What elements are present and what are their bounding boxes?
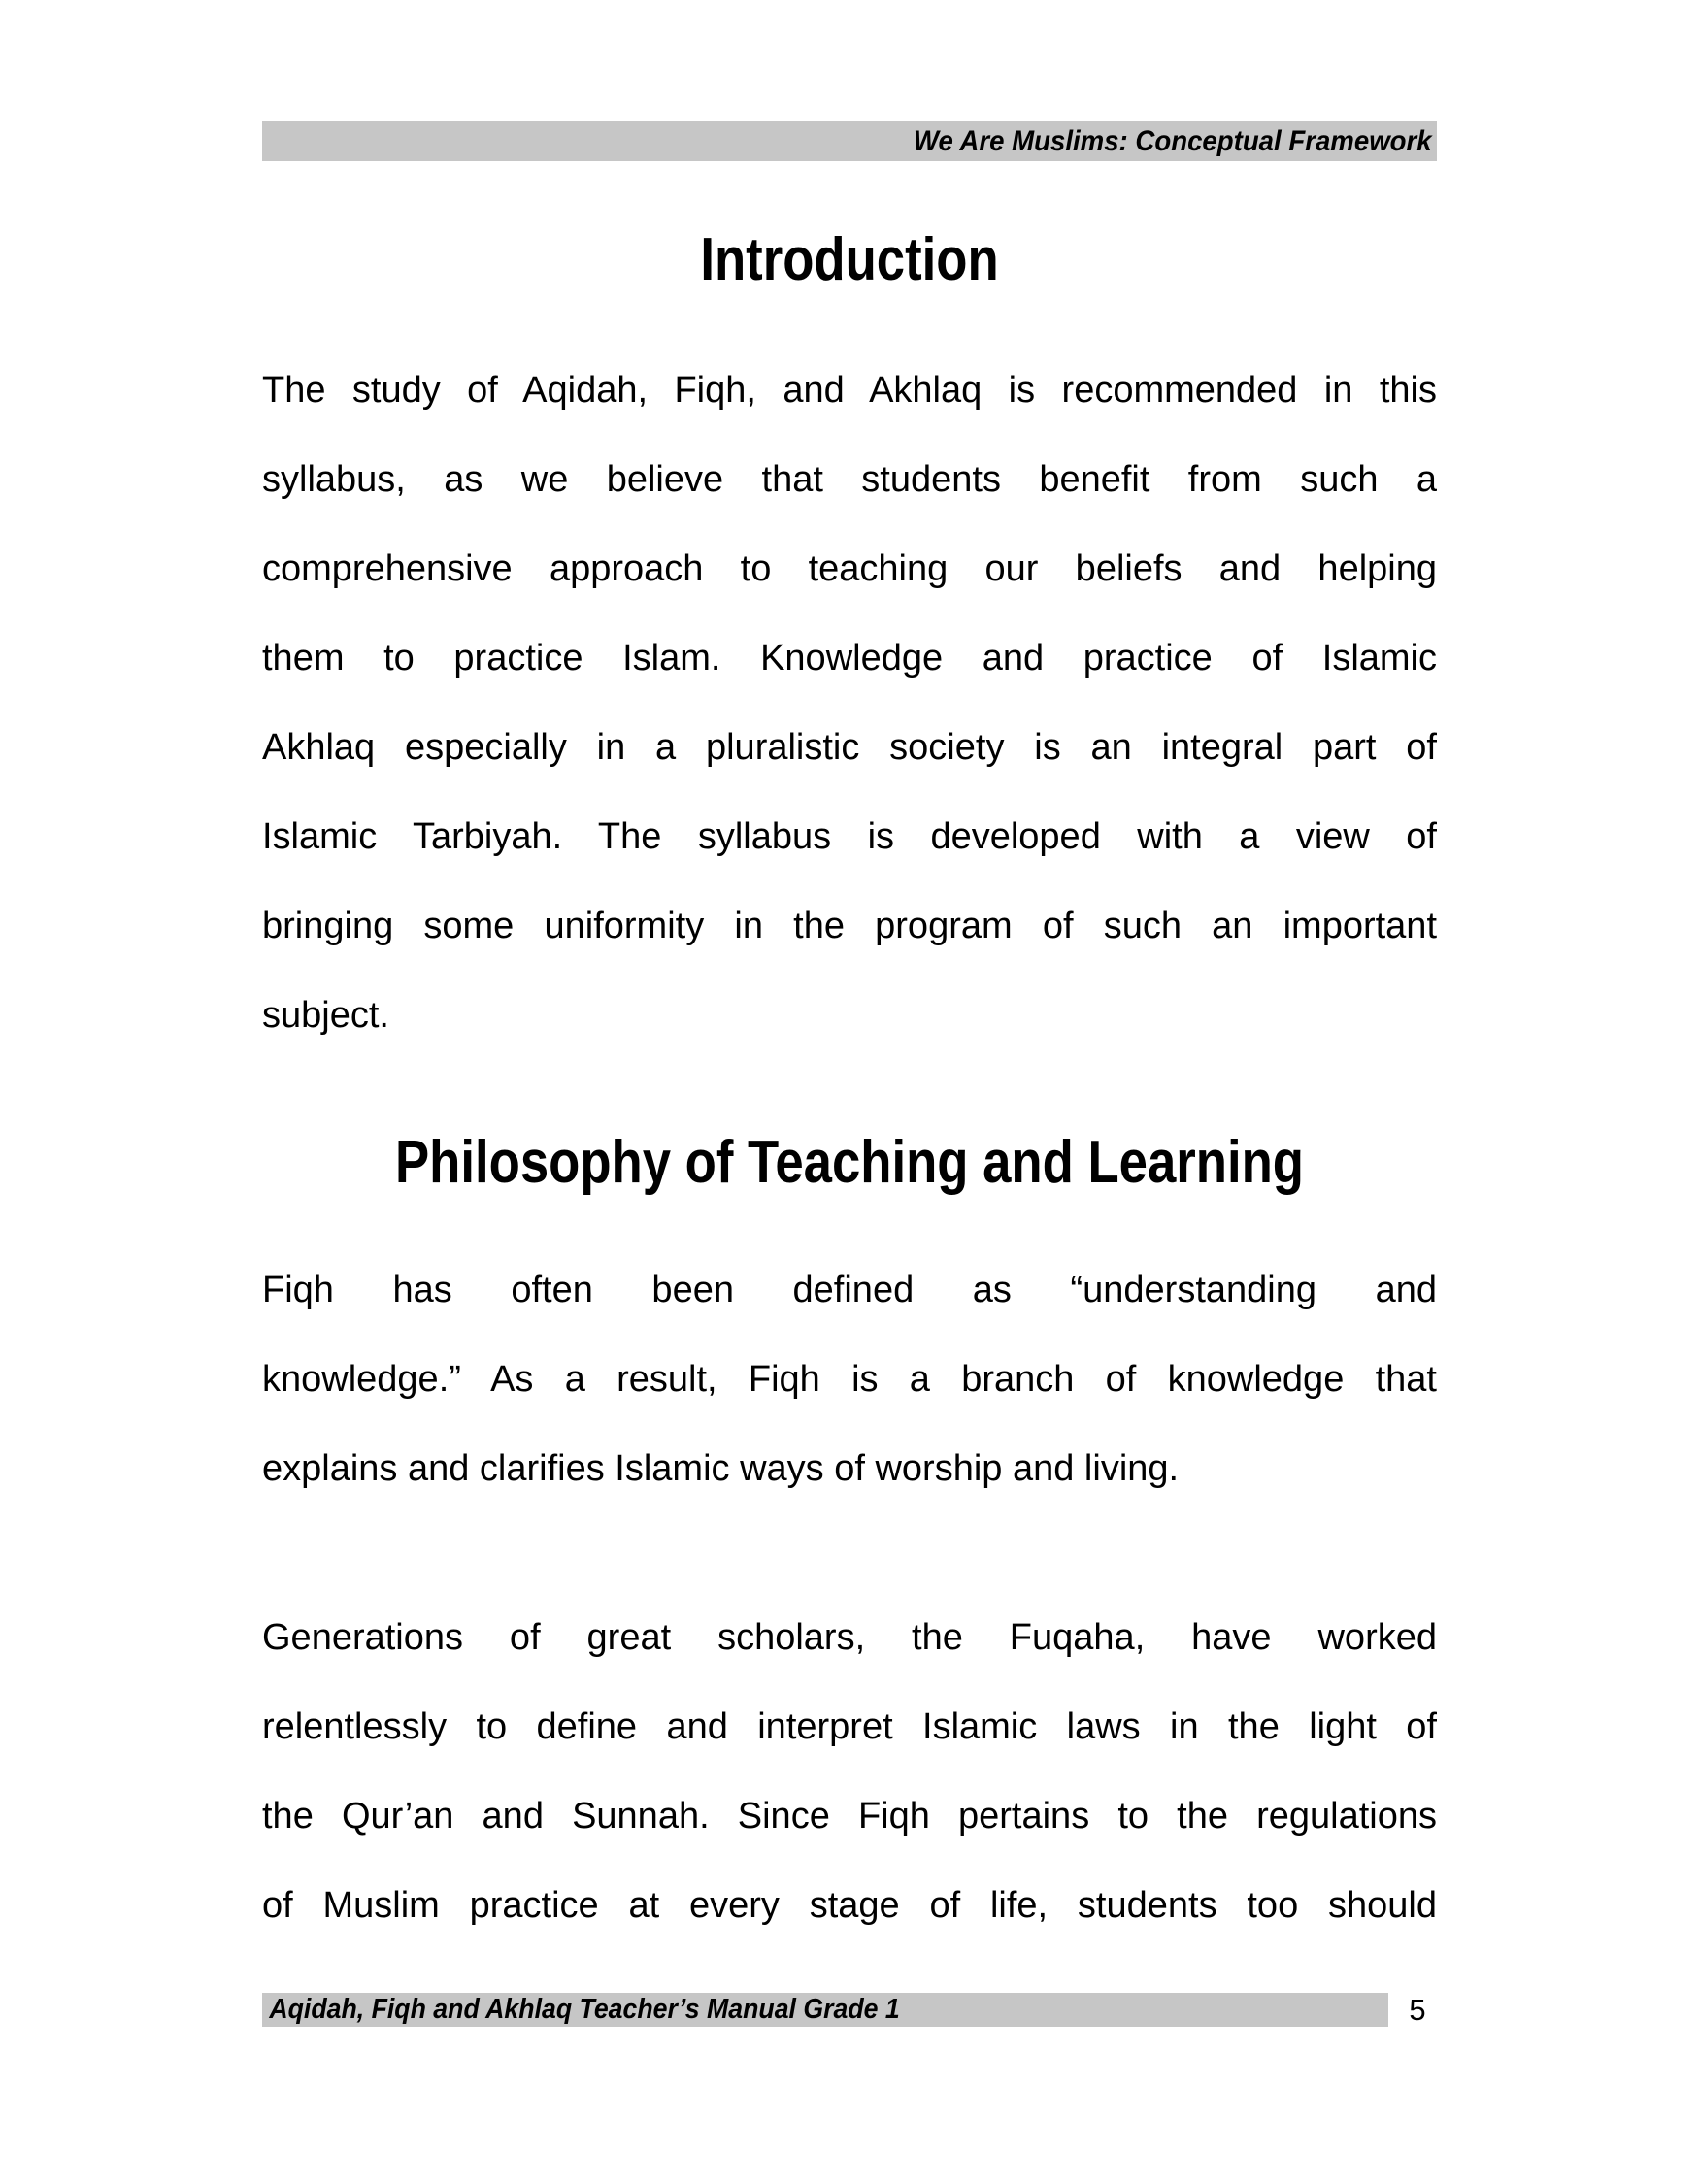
intro-paragraph — [262, 346, 1437, 1060]
body-line: Fiqh has often been defined as “understanding and — [262, 1270, 1437, 1310]
philosophy-paragraph-1 — [262, 1245, 1437, 1513]
body-line: Akhlaq especially in a pluralistic society is an integral part of — [262, 727, 1437, 768]
page-number: 5 — [1409, 1993, 1426, 2027]
body-line: knowledge.” As a result, Fiqh is a branch of knowledge that — [262, 1359, 1437, 1400]
philosophy-paragraph-2 — [262, 1593, 1437, 1950]
body-line: syllabus, as we believe that students benefit from such a — [262, 459, 1437, 500]
body-line: subject. — [262, 995, 389, 1036]
body-line: comprehensive approach to teaching our beliefs and helping — [262, 548, 1437, 589]
body-line: Islamic Tarbiyah. The syllabus is developed with a view of — [262, 816, 1437, 857]
body-line: the Qur’an and Sunnah. Since Fiqh pertains to the regulations — [262, 1796, 1437, 1837]
body-line: relentlessly to define and interpret Islamic laws in the light of — [262, 1706, 1437, 1747]
body-line: Generations of great scholars, the Fuqaha, have worked — [262, 1617, 1437, 1658]
body-line: them to practice Islam. Knowledge and practice of Islamic — [262, 638, 1437, 678]
footer-bar — [262, 1993, 1388, 2027]
body-line: The study of Aqidah, Fiqh, and Akhlaq is recommended in this — [262, 370, 1437, 411]
body-line: of Muslim practice at every stage of life, students too should — [262, 1885, 1437, 1926]
body-line: bringing some uniformity in the program of such an important — [262, 906, 1437, 946]
body-line: explains and clarifies Islamic ways of worship and living. — [262, 1448, 1180, 1489]
header-bar — [262, 121, 1437, 161]
heading-philosophy: Philosophy of Teaching and Learning — [395, 1129, 1304, 1196]
header-title: We Are Muslims: Conceptual Framework — [913, 125, 1432, 157]
heading-introduction: Introduction — [700, 226, 999, 293]
footer-title: Aqidah, Fiqh and Akhlaq Teacher’s Manual Grade 1 — [269, 1994, 900, 2025]
